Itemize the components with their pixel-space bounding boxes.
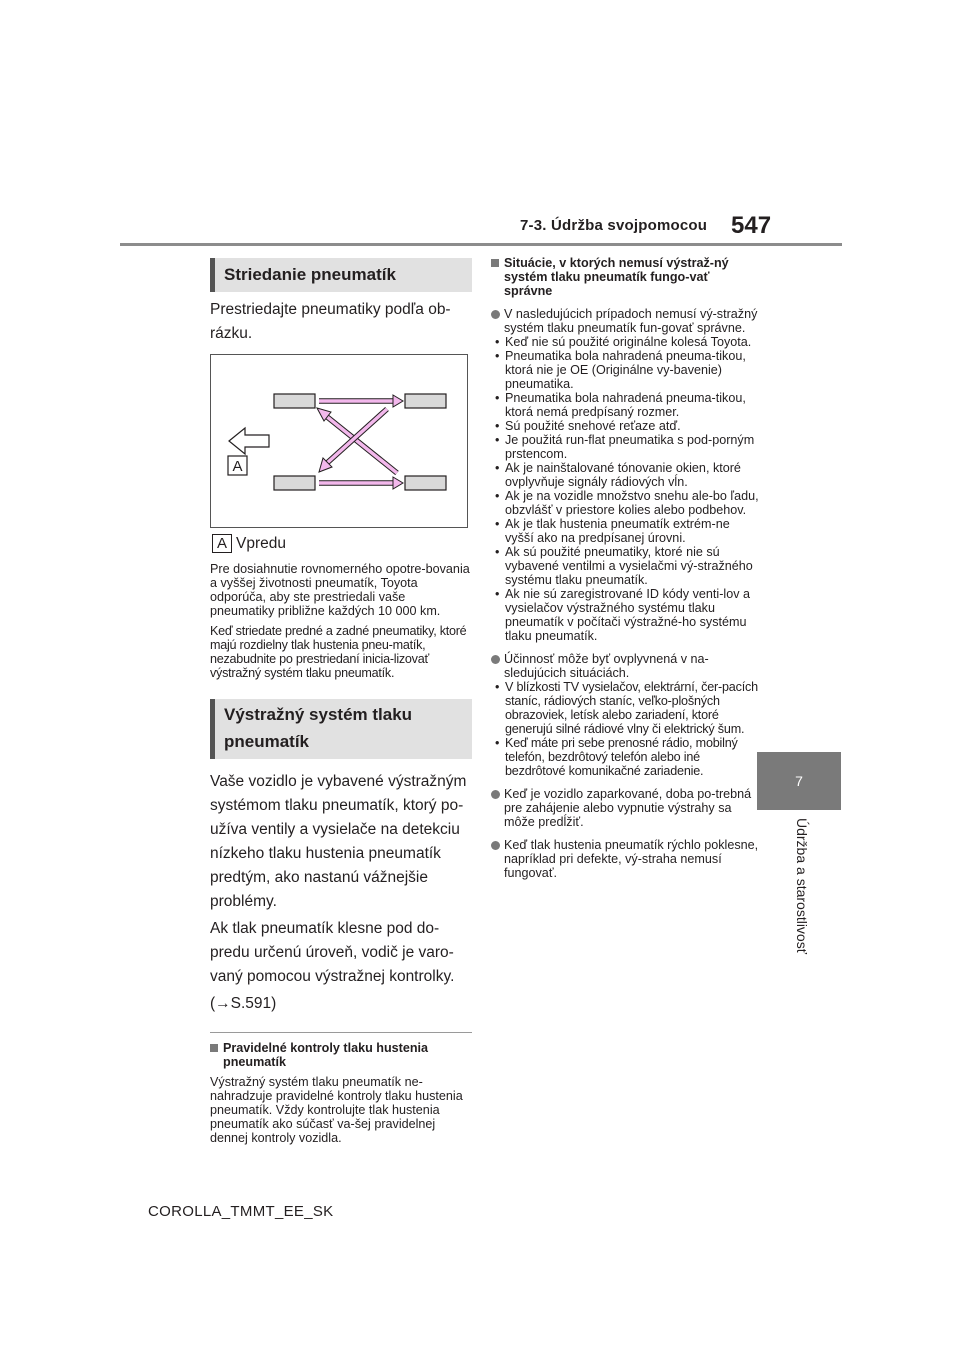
tpws-ref-link[interactable]: (→S.591) [210,995,277,1012]
circle-bullet-icon [491,790,500,799]
list-item: • Je použitá run-flat pneumatika s pod-porným prstencom. [495,433,759,461]
rotation-svg [211,355,467,527]
section-title: 7-3. Údržba svojpomocou [520,217,708,234]
list-item: • Pneumatika bola nahradená pneuma-tikou, ktorá nemá predpísaný rozmer. [495,391,759,419]
header-rule [120,243,842,246]
list-item: • Sú použité snehové reťaze atď. [495,419,759,433]
divider [210,1032,472,1033]
subheading-situations [491,256,759,298]
arrow-front [319,395,403,407]
tire-rear-left [274,476,315,490]
document-code: COROLLA_TMMT_EE_SK [148,1203,334,1220]
tire-rotation-diagram [210,354,468,528]
tpws-para-2: Ak tlak pneumatík klesne pod do-predu určenú úroveň, vodič je varo-vaný pomocou výstražnej kontrolky. [210,920,455,985]
front-direction-arrow-icon [229,428,269,454]
diagram-label: A [232,458,243,475]
right-column [491,256,759,880]
dot-para-4-text: Keď tlak hustenia pneumatík rýchlo poklesne, napríklad pri defekte, vý-straha nemusí fungovať. [504,838,759,880]
circle-bullet-icon [491,310,500,319]
list-item: • Keď nie sú použité originálne kolesá Toyota. [495,335,759,349]
page-number: 547 [731,212,772,239]
situations-list-2 [495,680,759,778]
section-heading-tpws: Výstražný systém tlaku pneumatík [210,699,472,759]
dot-para-3 [491,787,759,829]
subheading-regular-checks [210,1041,472,1069]
dot-para-2-text: Účinnosť môže byť ovplyvnená v na-sledujúcich situáciách. [504,652,709,680]
chapter-tab[interactable]: 7 [757,752,841,810]
regular-checks-para: Výstražný systém tlaku pneumatík ne-nahradzuje pravidelné kontroly tlaku hustenia pneumatík. Vždy kontrolujte tlak hustenia pneumatík ako súčasť va-šej pravidelnej dennej kontroly vozidla. [210,1075,463,1145]
list-item: • V blízkosti TV vysielačov, elektrární, čer-pacích staníc, rádiových staníc, veľko-plošných obrazoviek, letísk alebo zariadení, ktoré generujú silné rádiové vlny či elektrický šum. [495,680,759,736]
list-item: • Keď máte pri sebe prenosné rádio, mobilný telefón, bezdrôtový telefón alebo iné bezdrôtové komunikačné zariadenie. [495,736,759,778]
circle-bullet-icon [491,655,500,664]
legend [210,534,472,553]
list-item: • Ak je tlak hustenia pneumatík extrém-ne vyšší ako na predpísanej úrovni. [495,517,759,545]
dot-para-1-text: V nasledujúcich prípadoch nemusí vý-stražný systém tlaku pneumatík fun-govať správne. [504,307,758,335]
square-bullet-icon [491,259,499,267]
circle-bullet-icon [491,841,500,850]
subheading-situations-text: Situácie, v ktorých nemusí výstraž-ný systém tlaku pneumatík fungo-vať správne [504,256,729,298]
tire-rear-right [405,476,446,490]
tire-front-left [274,394,315,408]
rotation-para-1: Pre dosiahnutie rovnomerného opotre-bovania a vyššej životnosti pneumatík, Toyota odporúča, aby ste prestriedali vaše pneumatiky približne každých 10 000 km. [210,562,470,618]
rotation-para-2: Keď striedate predné a zadné pneumatiky, ktoré majú rozdielny tlak hustenia pneu-matík, nezabudnite po prestriedaní inicia-lizovať výstražný systém tlaku pneumatík. [210,624,467,680]
list-item: • Pneumatika bola nahradená pneuma-tikou, ktorá nie je OE (Originálne vy-bavenie) pneumatika. [495,349,759,391]
list-item: • Ak je na vozidle množstvo snehu ale-bo ľadu, obzvlášť v priestore kolies alebo podbehov. [495,489,759,517]
section-heading-rotation: Striedanie pneumatík [210,258,472,292]
tire-front-right [405,394,446,408]
chapter-title: Údržba a starostlivosť [794,818,810,954]
chapter-label [792,820,812,990]
rotation-intro: Prestriedajte pneumatiky podľa ob-rázku. [210,301,451,342]
dot-para-1 [491,307,759,335]
list-item: • Ak nie sú zaregistrované ID kódy venti-lov a vysielačov výstražného systému tlaku pneumatík v počítači výstražné-ho systému tlaku pneumatík. [495,587,759,643]
dot-para-2 [491,652,759,680]
subheading-regular-checks-text: Pravidelné kontroly tlaku hustenia pneumatík [223,1041,429,1069]
situations-list-1 [495,335,759,643]
arrow-rear [319,477,403,489]
list-item: • Ak sú použité pneumatiky, ktoré nie sú vybavené ventilmi a vysielačmi vý-stražného systému tlaku pneumatík. [495,545,759,587]
legend-text: Vpredu [236,534,286,552]
dot-para-4 [491,838,759,880]
legend-letter: A [212,534,232,553]
list-item: • Ak je nainštalované tónovanie okien, ktoré ovplyvňuje signály rádiových vĺn. [495,461,759,489]
square-bullet-icon [210,1044,218,1052]
tpws-para-1: Vaše vozidlo je vybavené výstražným systémom tlaku pneumatík, ktorý po-užíva ventily a vysielače na detekciu nízkeho tlaku hustenia pneumatík predtým, ako nastanú vážnejšie problémy. [210,773,467,910]
left-column [210,258,472,1145]
dot-para-3-text: Keď je vozidlo zaparkované, doba po-trebná pre zahájenie alebo vypnutie výstrahy sa môže predĺžiť. [504,787,752,829]
